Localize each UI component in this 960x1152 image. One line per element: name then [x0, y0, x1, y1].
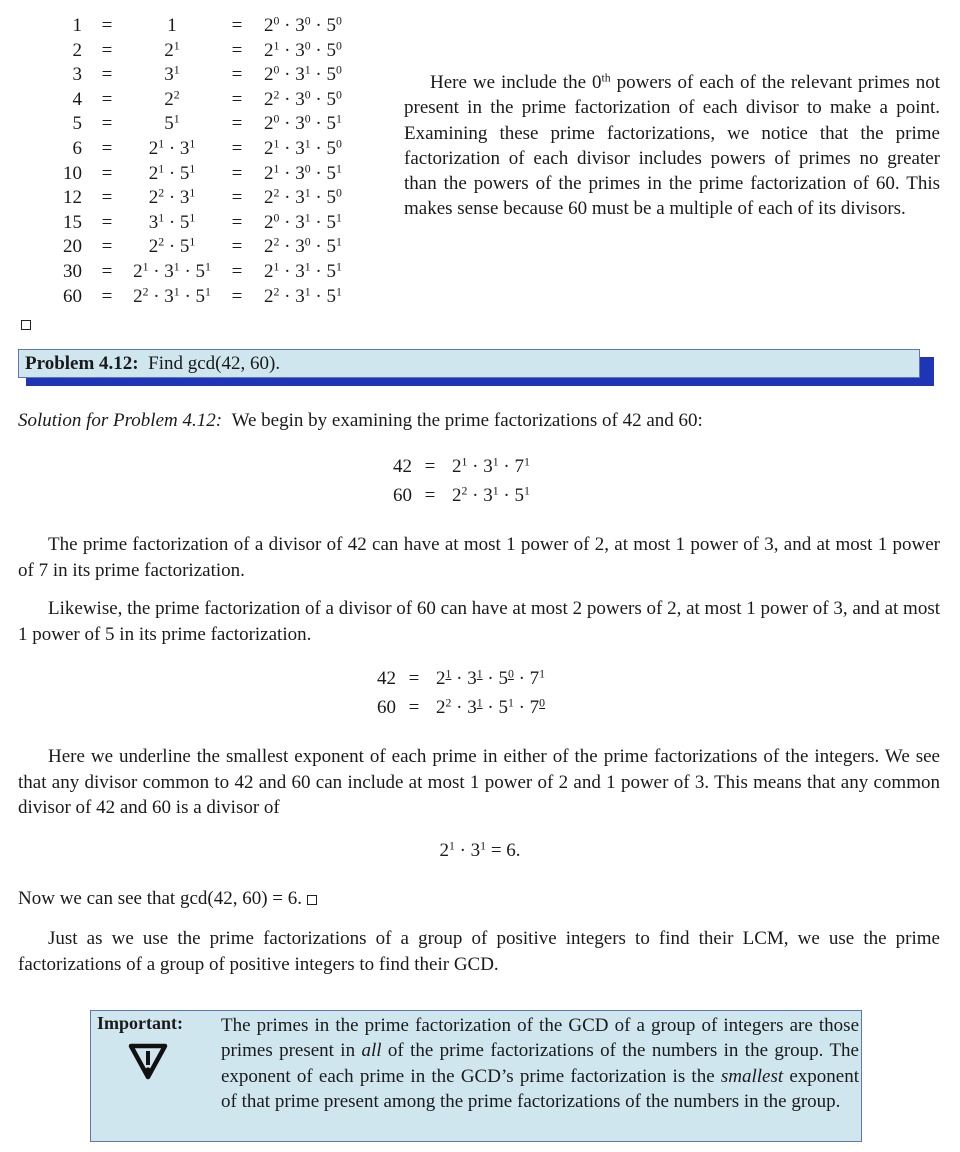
paragraph-underline-explanation: Here we underline the smallest exponent of each prime in either of the prime factorizations of the integers. We see that any divisor common to 42 and 60 can include at most 1 power of 2 and 1 power of 3. This means that any common divisor of 42 and 60 is a divisor of: [18, 746, 940, 818]
full-factorization: $2^2 \cdot 3^1 \cdot 5^0$: [264, 186, 342, 209]
equation-rhs: $2^2 \cdot 3^1 \cdot 5^1 \cdot 7^0$: [436, 696, 546, 718]
divisor-value: 30: [63, 260, 82, 282]
explanation-text: Here we include the 0: [430, 72, 602, 93]
equals-sign: =: [101, 137, 113, 159]
factorization: $2^2 \cdot 3^1$: [148, 186, 196, 209]
equation-rhs: $2^1 \cdot 3^1 \cdot 7^1$: [452, 455, 530, 477]
paragraph-lcm-gcd: Just as we use the prime factorizations of a group of positive integers to find their LCM, we use the prime factorizations of a group of positive integers to find their GCD.: [18, 928, 940, 975]
emphasis-text: all: [361, 1040, 382, 1062]
problem-text: Find gcd(42, 60).: [148, 353, 281, 374]
factorization: $2^2 \cdot 3^1 \cdot 5^1$: [133, 285, 211, 307]
full-factorization: $2^0 \cdot 3^0 \cdot 5^1$: [264, 112, 342, 135]
full-factorization: $2^2 \cdot 3^0 \cdot 5^0$: [264, 88, 342, 110]
full-factorization: $2^1 \cdot 3^1 \cdot 5^0$: [264, 137, 342, 159]
equals-sign: =: [101, 211, 113, 233]
divisor-value: 1: [72, 15, 82, 36]
emphasis-text: smallest: [720, 1065, 784, 1087]
equals-sign: =: [101, 260, 113, 282]
important-text-part: The primes in the prime factorization of the GCD of a group of integers are those primes present in: [221, 1015, 859, 1062]
full-factorization: $2^2 \cdot 3^0 \cdot 5^1$: [264, 235, 342, 258]
equals-sign: =: [101, 64, 113, 86]
full-factorization: $2^2 \cdot 3^1 \cdot 5^1$: [264, 285, 342, 307]
equals-sign: =: [231, 64, 243, 86]
important-text-part: of the prime factorizations of the numbers in the group. The exponent of each prime in the GCD’s prime factorization is the: [221, 1040, 859, 1087]
divisor-value: 12: [63, 187, 82, 209]
explanation-text-cont: powers of each of the relevant primes not present in the prime factorization of each divisor to make a point. Examining these prime factorizations, we notice that the prime factorization of each divisor includes powers of primes no greater than the powers of the primes in the prime factorization of 60. This makes sense because 60 must be a multiple of each of its divisors.: [404, 72, 940, 220]
full-factorization: $2^0 \cdot 3^1 \cdot 5^1$: [264, 211, 342, 233]
equals-sign: =: [101, 285, 113, 307]
factorization: $2^2$: [164, 88, 180, 110]
equals-sign: =: [231, 15, 243, 36]
equals-sign: =: [231, 137, 243, 159]
problem-box: [18, 349, 920, 378]
ordinal-superscript: th: [601, 71, 611, 85]
equals-sign: =: [101, 113, 113, 135]
important-text-part: exponent of that prime present among the prime factorizations of the numbers in the group.: [221, 1065, 859, 1112]
equals-sign: =: [101, 236, 113, 258]
solution-text: We begin by examining the prime factorizations of 42 and 60:: [231, 410, 703, 431]
full-factorization: $2^1 \cdot 3^1 \cdot 5^1$: [264, 260, 342, 282]
equals-sign: =: [424, 456, 436, 477]
divisor-value: 60: [63, 285, 82, 307]
factorization: $2^2 \cdot 5^1$: [148, 235, 196, 258]
equation-rhs: $2^1 \cdot 3^1 \cdot 5^0 \cdot 7^1$: [436, 667, 546, 689]
equals-sign: =: [408, 668, 420, 689]
paragraph-divisor-42: The prime factorization of a divisor of 42 can have at most 1 power of 2, at most 1 power of 3, and at most 1 power of 7 in its prime factorization.: [18, 534, 940, 581]
equals-sign: =: [231, 88, 243, 110]
equation-rhs: $2^2 \cdot 3^1 \cdot 5^1$: [452, 484, 530, 506]
divisor-value: 20: [63, 236, 82, 258]
explanation-paragraph: [404, 70, 940, 222]
full-factorization: $2^0 \cdot 3^0 \cdot 5^0$: [264, 14, 342, 36]
equals-sign: =: [101, 187, 113, 209]
solution-intro: [18, 410, 703, 432]
solution-label: Solution for Problem 4.12:: [18, 410, 223, 431]
gcd-result-equation: $2^1 \cdot 3^1 = 6$.: [439, 839, 521, 861]
divisor-value: 3: [72, 64, 82, 86]
equals-sign: =: [101, 162, 113, 184]
equals-sign: =: [231, 260, 243, 282]
equals-sign: =: [231, 162, 243, 184]
important-callout: [90, 1010, 862, 1142]
factorization: $2^1 \cdot 3^1$: [148, 137, 196, 159]
equation-lhs: 42: [377, 668, 396, 689]
factorization: 1: [167, 15, 177, 36]
warning-icon: [127, 1041, 169, 1081]
paragraph-conclusion: Now we can see that gcd(42, 60) = 6.: [18, 886, 940, 912]
equals-sign: =: [101, 15, 113, 36]
problem-label: Problem 4.12:: [25, 353, 139, 374]
equals-sign: =: [231, 236, 243, 258]
equals-sign: =: [101, 88, 113, 110]
important-label: Important:: [97, 1013, 183, 1033]
factorization: $2^1 \cdot 3^1 \cdot 5^1$: [133, 260, 211, 282]
divisor-value: 2: [72, 39, 82, 61]
factorization: $3^1 \cdot 5^1$: [148, 211, 196, 233]
full-factorization: $2^1 \cdot 3^0 \cdot 5^1$: [264, 162, 342, 184]
factorization: $2^1$: [164, 39, 180, 61]
factorization: $5^1$: [164, 112, 180, 135]
qed-symbol: [307, 895, 317, 905]
divisor-value: 10: [63, 162, 82, 184]
divisor-value: 4: [72, 88, 82, 110]
important-text: [221, 1013, 859, 1114]
equals-sign: =: [231, 211, 243, 233]
equals-sign: =: [231, 39, 243, 61]
qed-symbol: [21, 320, 31, 330]
equals-sign: =: [231, 285, 243, 307]
equation-lhs: 42: [393, 456, 412, 477]
equation-lhs: 60: [377, 697, 396, 718]
equals-sign: =: [101, 39, 113, 61]
divisor-value: 6: [72, 137, 82, 159]
full-factorization: $2^0 \cdot 3^1 \cdot 5^0$: [264, 63, 342, 86]
divisor-value: 5: [72, 113, 82, 135]
equals-sign: =: [231, 113, 243, 135]
equation-lhs: 60: [393, 485, 412, 506]
paragraph-divisor-60: Likewise, the prime factorization of a divisor of 60 can have at most 2 powers of 2, at most 1 power of 3, and at most 1 power of 5 in its prime factorization.: [18, 598, 940, 645]
equals-sign: =: [231, 187, 243, 209]
divisor-value: 15: [63, 211, 82, 233]
factorization: $2^1 \cdot 5^1$: [148, 162, 196, 184]
equals-sign: =: [424, 485, 436, 506]
factorization: $3^1$: [164, 63, 180, 86]
full-factorization: $2^1 \cdot 3^0 \cdot 5^0$: [264, 39, 342, 61]
equals-sign: =: [408, 697, 420, 718]
